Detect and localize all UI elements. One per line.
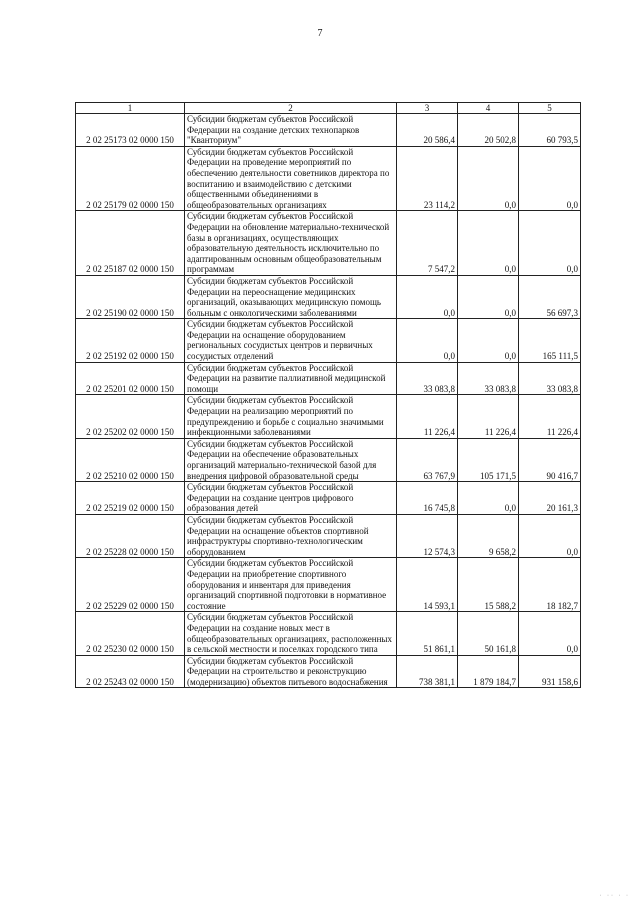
column-header-3: 3 (397, 103, 458, 114)
row-description: Субсидии бюджетам субъектов Российской Федерации на обеспечение образовательных организаций материально-технической базой для внедрения цифровой образовательной среды (185, 438, 397, 481)
table-row (76, 114, 581, 147)
amount-col4: 0,0 (458, 482, 519, 515)
amount-col5: 0,0 (519, 146, 581, 211)
budget-code: 2 02 25190 02 0000 150 (76, 275, 185, 318)
row-description: Субсидии бюджетам субъектов Российской Федерации на строительство и реконструкцию (модернизацию) объектов питьевого водоснабжения (185, 655, 397, 688)
amount-col5: 60 793,5 (519, 114, 581, 147)
amount-col3: 16 745,8 (397, 482, 458, 515)
budget-table (75, 102, 581, 688)
row-description: Субсидии бюджетам субъектов Российской Федерации на создание новых мест в общеобразовательных организациях, расположенных в сельской местности и поселках городского типа (185, 612, 397, 655)
row-description: Субсидии бюджетам субъектов Российской Федерации на обновление материально-технической базы в организациях, осуществляющих образовательную деятельность исключительно по адаптированным основным общеобразовательным программам (185, 211, 397, 276)
amount-col4: 0,0 (458, 211, 519, 276)
budget-code: 2 02 25229 02 0000 150 (76, 558, 185, 612)
table-row (76, 319, 581, 362)
header-row (76, 103, 581, 114)
amount-col3: 0,0 (397, 275, 458, 318)
amount-col4: 0,0 (458, 319, 519, 362)
table-row (76, 438, 581, 481)
row-description: Субсидии бюджетам субъектов Российской Федерации на развитие паллиативной медицинской помощи (185, 362, 397, 395)
amount-col4: 15 588,2 (458, 558, 519, 612)
amount-col5: 90 416,7 (519, 438, 581, 481)
amount-col5: 56 697,3 (519, 275, 581, 318)
amount-col3: 23 114,2 (397, 146, 458, 211)
amount-col5: 0,0 (519, 514, 581, 557)
amount-col5: 0,0 (519, 612, 581, 655)
table-header (76, 103, 581, 114)
amount-col4: 20 502,8 (458, 114, 519, 147)
row-description: Субсидии бюджетам субъектов Российской Федерации на реализацию мероприятий по предупреждению и борьбе с социально значимыми инфекционными заболеваниями (185, 395, 397, 438)
footer-mark: · ·· · · (599, 893, 630, 899)
amount-col4: 0,0 (458, 275, 519, 318)
table-row (76, 395, 581, 438)
amount-col3: 33 083,8 (397, 362, 458, 395)
column-header-2: 2 (185, 103, 397, 114)
column-header-1: 1 (76, 103, 185, 114)
amount-col5: 18 182,7 (519, 558, 581, 612)
row-description: Субсидии бюджетам субъектов Российской Федерации на оснащение оборудованием региональных сосудистых центров и первичных сосудистых отделений (185, 319, 397, 362)
amount-col4: 1 879 184,7 (458, 655, 519, 688)
table-row (76, 655, 581, 688)
amount-col3: 14 593,1 (397, 558, 458, 612)
table-row (76, 275, 581, 318)
budget-code: 2 02 25202 02 0000 150 (76, 395, 185, 438)
row-description: Субсидии бюджетам субъектов Российской Федерации на создание центров цифрового образования детей (185, 482, 397, 515)
amount-col3: 7 547,2 (397, 211, 458, 276)
amount-col5: 11 226,4 (519, 395, 581, 438)
amount-col4: 50 161,8 (458, 612, 519, 655)
table-row (76, 558, 581, 612)
row-description: Субсидии бюджетам субъектов Российской Федерации на приобретение спортивного оборудования и инвентаря для приведения организаций спортивной подготовки в нормативное состояние (185, 558, 397, 612)
column-header-4: 4 (458, 103, 519, 114)
amount-col4: 33 083,8 (458, 362, 519, 395)
budget-code: 2 02 25201 02 0000 150 (76, 362, 185, 395)
amount-col3: 20 586,4 (397, 114, 458, 147)
amount-col3: 0,0 (397, 319, 458, 362)
table-row (76, 211, 581, 276)
table-row (76, 514, 581, 557)
amount-col4: 9 658,2 (458, 514, 519, 557)
amount-col5: 0,0 (519, 211, 581, 276)
table-row (76, 146, 581, 211)
budget-code: 2 02 25192 02 0000 150 (76, 319, 185, 362)
page-number: 7 (317, 28, 323, 39)
table-row (76, 362, 581, 395)
budget-code: 2 02 25173 02 0000 150 (76, 114, 185, 147)
budget-code: 2 02 25228 02 0000 150 (76, 514, 185, 557)
amount-col5: 33 083,8 (519, 362, 581, 395)
amount-col5: 165 111,5 (519, 319, 581, 362)
amount-col3: 63 767,9 (397, 438, 458, 481)
amount-col5: 20 161,3 (519, 482, 581, 515)
amount-col3: 12 574,3 (397, 514, 458, 557)
column-header-5: 5 (519, 103, 581, 114)
table-row (76, 612, 581, 655)
amount-col4: 105 171,5 (458, 438, 519, 481)
amount-col3: 51 861,1 (397, 612, 458, 655)
table-body (76, 114, 581, 688)
amount-col3: 11 226,4 (397, 395, 458, 438)
amount-col4: 0,0 (458, 146, 519, 211)
row-description: Субсидии бюджетам субъектов Российской Федерации на переоснащение медицинских организаций, оказывающих медицинскую помощь больным с онкологическими заболеваниями (185, 275, 397, 318)
budget-code: 2 02 25230 02 0000 150 (76, 612, 185, 655)
budget-code: 2 02 25243 02 0000 150 (76, 655, 185, 688)
amount-col5: 931 158,6 (519, 655, 581, 688)
budget-code: 2 02 25179 02 0000 150 (76, 146, 185, 211)
row-description: Субсидии бюджетам субъектов Российской Федерации на создание детских технопарков "Кванториум" (185, 114, 397, 147)
budget-code: 2 02 25210 02 0000 150 (76, 438, 185, 481)
amount-col4: 11 226,4 (458, 395, 519, 438)
amount-col3: 738 381,1 (397, 655, 458, 688)
budget-code: 2 02 25187 02 0000 150 (76, 211, 185, 276)
table-row (76, 482, 581, 515)
row-description: Субсидии бюджетам субъектов Российской Федерации на оснащение объектов спортивной инфраструктуры спортивно-технологическим оборудованием (185, 514, 397, 557)
budget-code: 2 02 25219 02 0000 150 (76, 482, 185, 515)
row-description: Субсидии бюджетам субъектов Российской Федерации на проведение мероприятий по обеспечению деятельности советников директора по воспитанию и взаимодействию с детскими общественными объединениями в общеобразовательных организациях (185, 146, 397, 211)
